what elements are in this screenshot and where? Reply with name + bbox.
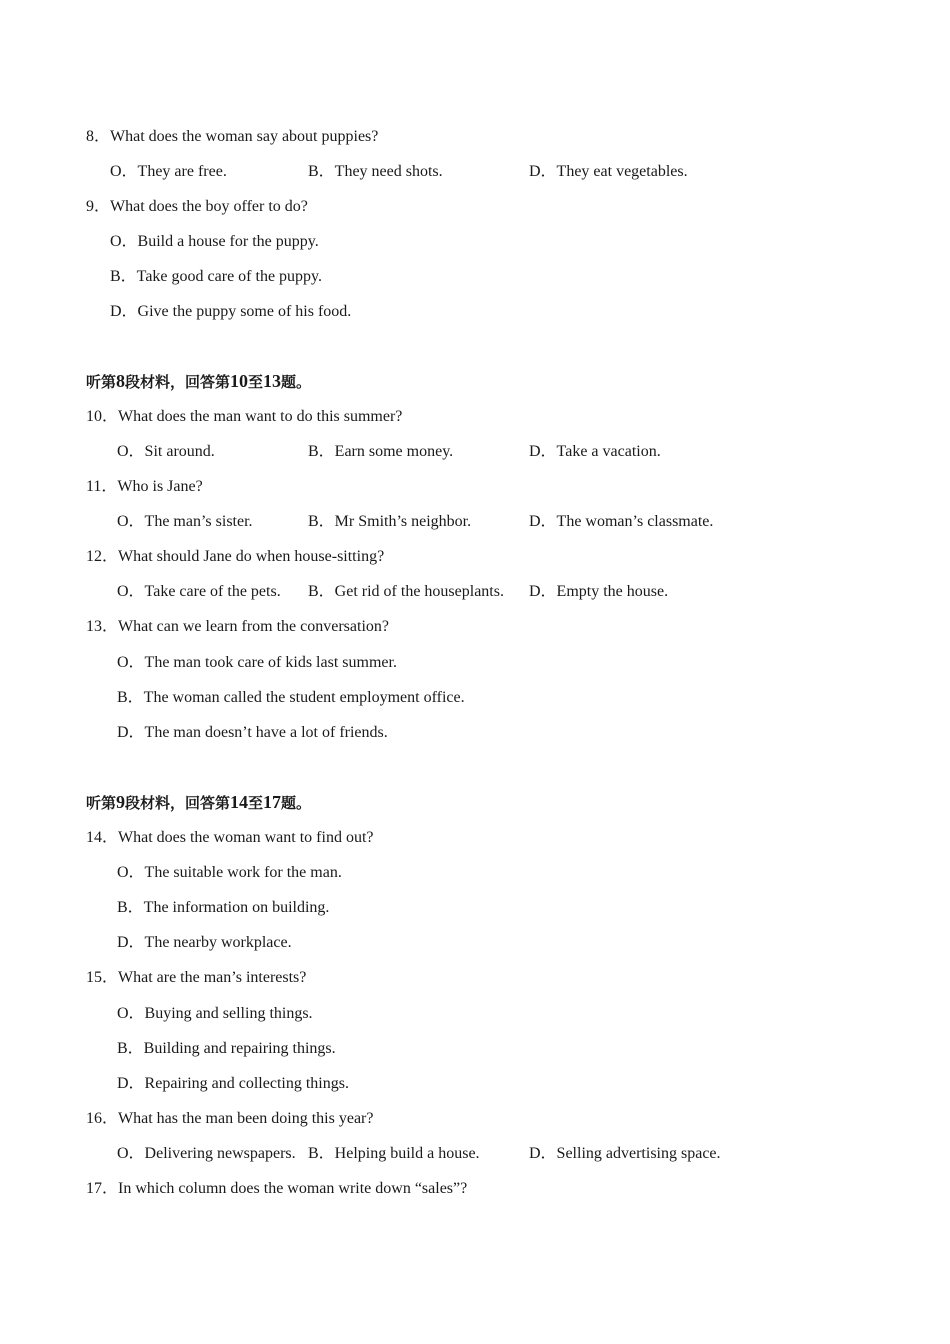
section-heading-text: 段材料，回答第	[125, 373, 231, 391]
question-8-option-a: O．They are free.	[110, 163, 227, 180]
question-15-option-a: O．Buying and selling things.	[117, 1005, 313, 1022]
question-16-option-a: O．Delivering newspapers.	[117, 1145, 296, 1162]
question-14-stem: 14．What does the woman want to find out?	[86, 829, 374, 846]
question-11-option-d: D．The woman’s classmate.	[529, 513, 714, 530]
section-heading-text: 题。	[281, 373, 312, 391]
question-14-option-d: D．The nearby workplace.	[117, 934, 292, 951]
question-14-option-a: O．The suitable work for the man.	[117, 864, 342, 881]
section-heading-text: 题。	[281, 794, 312, 812]
question-12-stem: 12．What should Jane do when house-sitting?	[86, 548, 385, 565]
question-10-option-a: O．Sit around.	[117, 443, 215, 460]
question-range-end: 17	[263, 792, 282, 812]
question-10-option-b: B．Earn some money.	[308, 443, 454, 460]
section-number: 8	[116, 371, 126, 391]
question-8-option-d: D．They eat vegetables.	[529, 163, 688, 180]
question-16-stem: 16．What has the man been doing this year?	[86, 1110, 374, 1127]
question-17-stem: 17．In which column does the woman write down “sales”?	[86, 1180, 468, 1197]
section-heading-text: 段材料，回答第	[125, 794, 231, 812]
question-15-option-b: B．Building and repairing things.	[117, 1040, 336, 1057]
question-14-option-b: B．The information on building.	[117, 899, 330, 916]
question-range-start: 14	[230, 792, 249, 812]
section-number: 9	[116, 792, 126, 812]
section-heading-text: 听第	[86, 373, 117, 391]
section-heading-text: 至	[248, 794, 264, 812]
question-9-option-d: D．Give the puppy some of his food.	[110, 303, 352, 320]
question-13-option-b: B．The woman called the student employment office.	[117, 689, 465, 706]
section-heading-8	[86, 371, 311, 392]
question-11-option-b: B．Mr Smith’s neighbor.	[308, 513, 472, 530]
question-9-option-a: O．Build a house for the puppy.	[110, 233, 319, 250]
question-10-option-d: D．Take a vacation.	[529, 443, 661, 460]
question-10-stem: 10．What does the man want to do this summer?	[86, 408, 403, 425]
question-16-option-d: D．Selling advertising space.	[529, 1145, 721, 1162]
question-11-option-a: O．The man’s sister.	[117, 513, 253, 530]
question-15-stem: 15．What are the man’s interests?	[86, 969, 307, 986]
question-16-option-b: B．Helping build a house.	[308, 1145, 480, 1162]
question-11-stem: 11．Who is Jane?	[86, 478, 203, 495]
question-9-option-b: B．Take good care of the puppy.	[110, 268, 323, 285]
question-13-option-a: O．The man took care of kids last summer.	[117, 654, 397, 671]
question-8-stem: 8．What does the woman say about puppies?	[86, 128, 379, 145]
question-13-stem: 13．What can we learn from the conversation?	[86, 618, 389, 635]
question-15-option-d: D．Repairing and collecting things.	[117, 1075, 349, 1092]
section-heading-9	[86, 792, 311, 813]
section-heading-text: 听第	[86, 794, 117, 812]
question-12-option-a: O．Take care of the pets.	[117, 583, 281, 600]
question-13-option-d: D．The man doesn’t have a lot of friends.	[117, 724, 388, 741]
question-9-stem: 9．What does the boy offer to do?	[86, 198, 308, 215]
question-12-option-d: D．Empty the house.	[529, 583, 669, 600]
section-heading-text: 至	[248, 373, 264, 391]
question-range-end: 13	[263, 371, 282, 391]
question-range-start: 10	[230, 371, 249, 391]
question-12-option-b: B．Get rid of the houseplants.	[308, 583, 504, 600]
question-8-option-b: B．They need shots.	[308, 163, 443, 180]
